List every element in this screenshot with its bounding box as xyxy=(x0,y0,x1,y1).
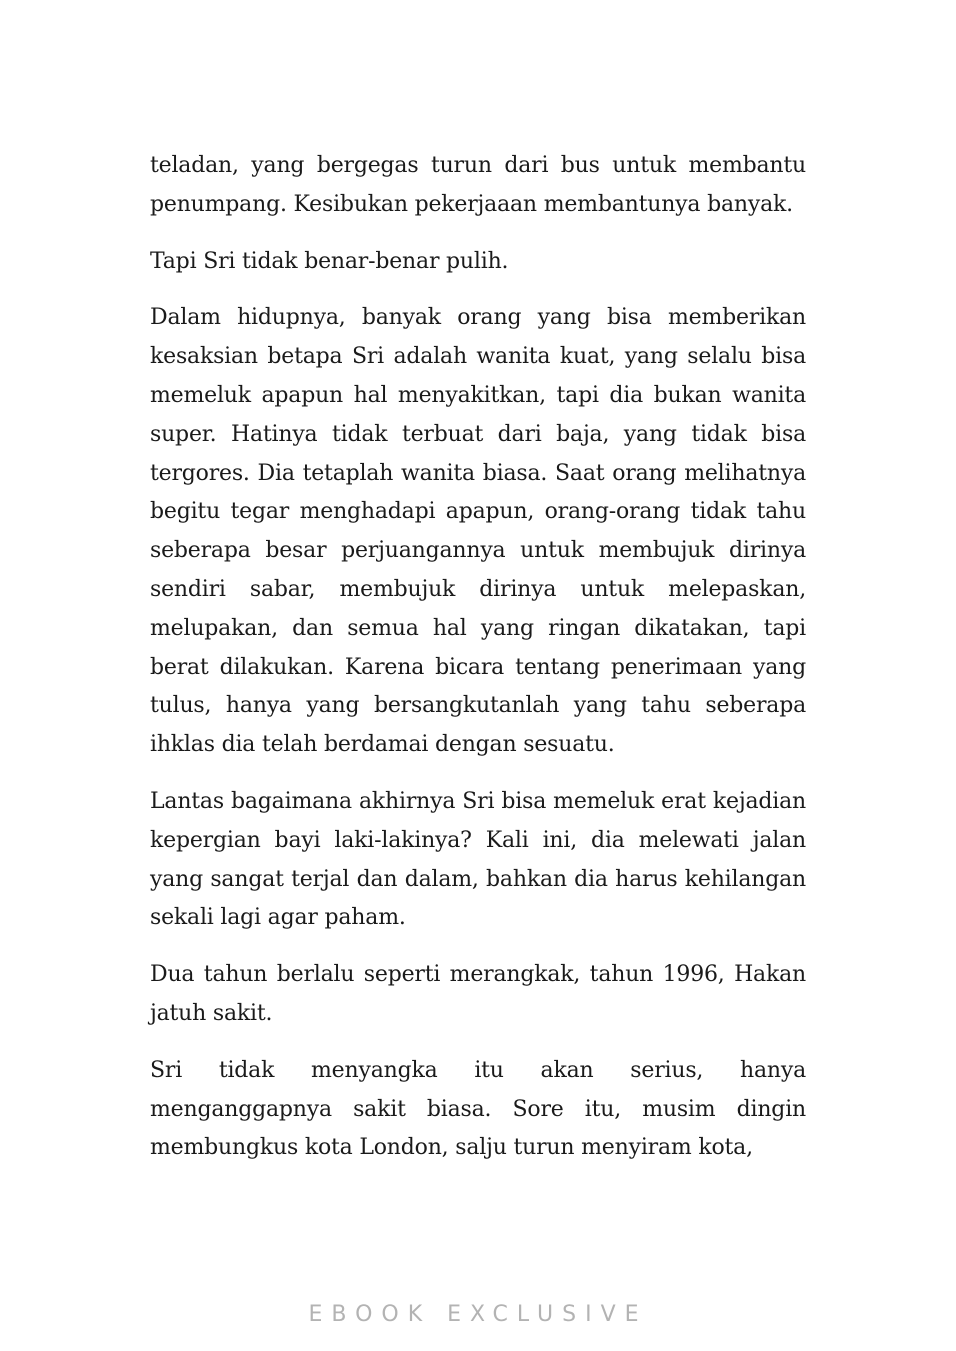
paragraph-4: Lantas bagaimana akhirnya Sri bisa memeluk erat kejadian kepergian bayi laki-lakinya? Kali ini, dia melewati jalan yang sangat terjal dan dalam, bahkan dia harus kehilangan sekali lagi agar paham. xyxy=(150,788,806,931)
paragraph-5: Dua tahun berlalu seperti merangkak, tahun 1996, Hakan jatuh sakit. xyxy=(150,962,806,1026)
paragraph-2: Tapi Sri tidak benar-benar pulih. xyxy=(150,248,509,274)
page-body xyxy=(150,147,806,1168)
footer-watermark: EBOOK EXCLUSIVE xyxy=(308,1302,648,1327)
paragraph-1: teladan, yang bergegas turun dari bus untuk membantu penumpang. Kesibukan pekerjaaan membantunya banyak. xyxy=(150,153,806,217)
paragraph-3: Dalam hidupnya, banyak orang yang bisa memberikan kesaksian betapa Sri adalah wanita kuat, yang selalu bisa memeluk apapun hal menyakitkan, tapi dia bukan wanita super. Hatinya tidak terbuat dari baja, yang tidak bisa tergores. Dia tetaplah wanita biasa. Saat orang melihatnya begitu tegar menghadapi apapun, orang-orang tidak tahu seberapa besar perjuangannya untuk membujuk dirinya sendiri sabar, membujuk dirinya untuk melepaskan, melupakan, dan semua hal yang ringan dikatakan, tapi berat dilakukan. Karena bicara tentang penerimaan yang tulus, hanya yang bersangkutanlah yang tahu seberapa ihklas dia telah berdamai dengan sesuatu. xyxy=(150,305,806,758)
paragraph-6: Sri tidak menyangka itu akan serius, hanya menganggapnya sakit biasa. Sore itu, musim dingin membungkus kota London, salju turun menyiram kota, xyxy=(150,1057,806,1161)
